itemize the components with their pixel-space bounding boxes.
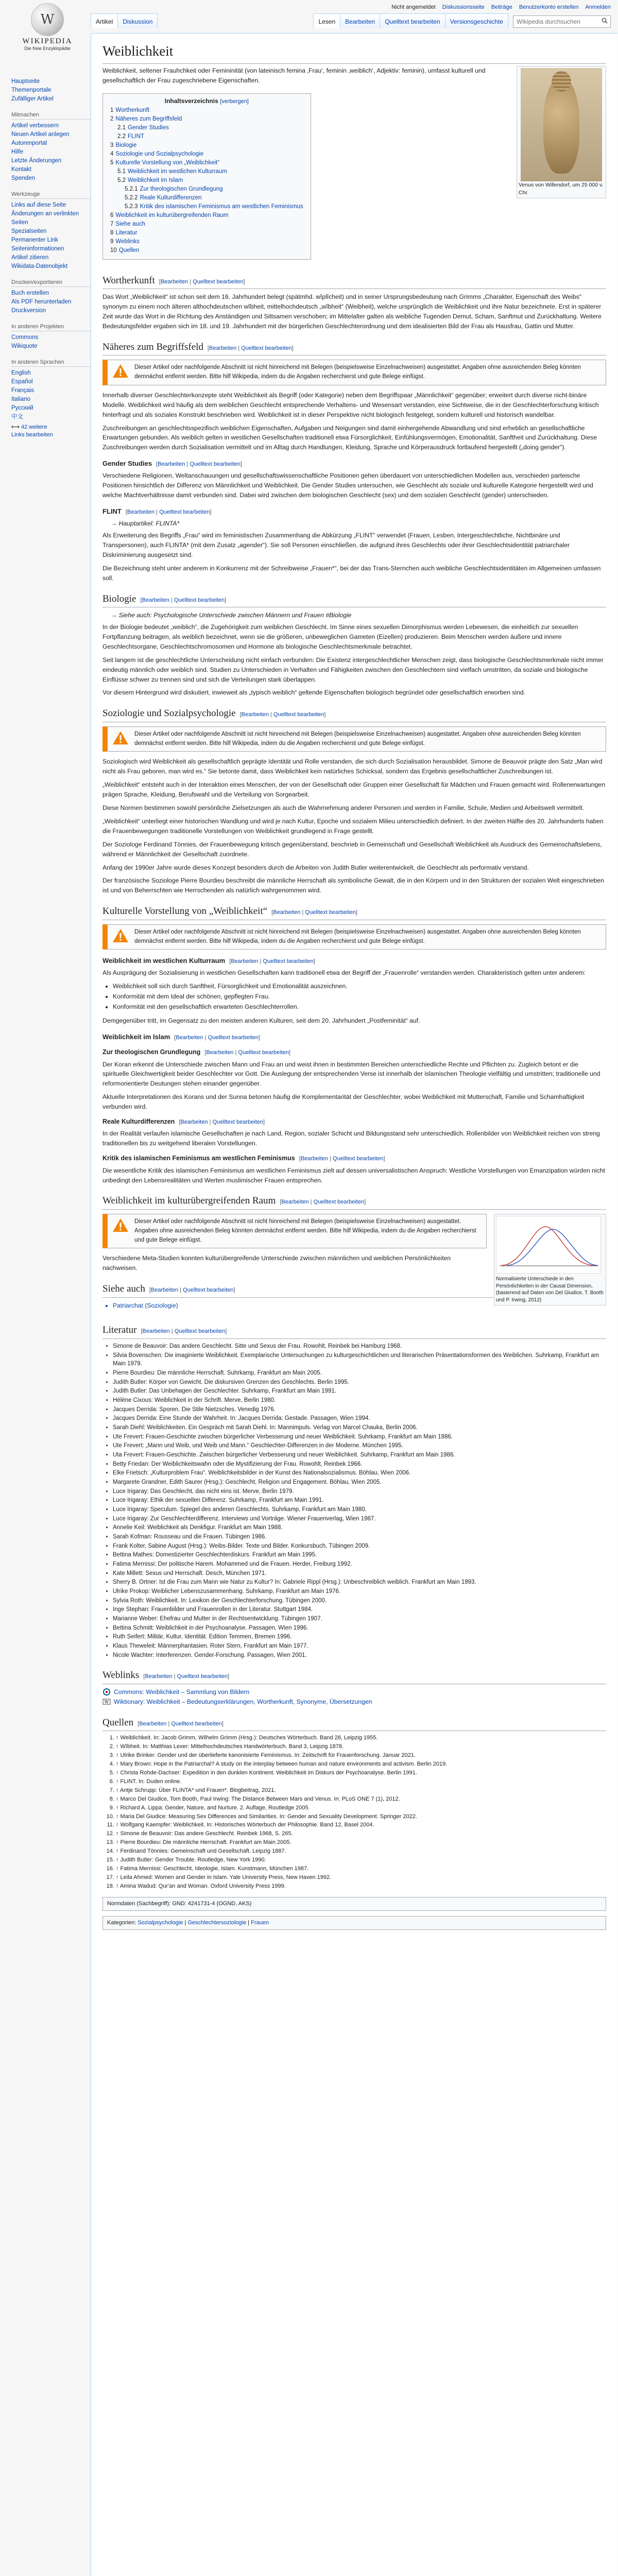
toc-item[interactable] <box>110 246 303 255</box>
edit-source-link[interactable]: Quelltext bearbeiten <box>174 597 225 603</box>
tab-edit[interactable]: Bearbeiten <box>340 13 380 28</box>
paragraph: In der Realität verlaufen islamische Gesellschaften je nach Land, Region, sozialer Schicht und Bildungsstand sehr unterschiedlich. Rollenbilder von Weiblichkeit reichen von streng traditionellen bis zu weitgehend liberalen Vorstellungen. <box>102 1130 600 1147</box>
search-icon[interactable] <box>602 18 608 24</box>
sidebar-print <box>0 279 91 319</box>
language-count-button[interactable] <box>11 423 91 430</box>
toc-label: Gender Studies <box>128 124 169 131</box>
warning-icon <box>112 363 129 379</box>
edit-section-link[interactable]: Bearbeiten <box>176 1035 203 1041</box>
toc-item[interactable] <box>110 220 303 229</box>
heading-soziologie: Soziologie und Sozialpsychologie [Bearbeiten | Quelltext bearbeiten] <box>102 706 606 722</box>
heading-quellen: Quellen [Bearbeiten | Quelltext bearbeiten] <box>102 1715 606 1731</box>
toc-title: Inhaltsverzeichnis [verbergen] <box>164 97 249 105</box>
edit-section-link[interactable]: Bearbeiten <box>127 509 155 516</box>
sidebar-item[interactable]: Commons <box>11 334 39 341</box>
tab-history[interactable]: Versionsgeschichte <box>445 13 508 28</box>
toc-label: Literatur <box>115 229 138 236</box>
reference-item: 15. ↑ Judith Butler: Gender Trouble. Routledge, New York 1990. <box>116 1856 606 1865</box>
toc-label: Kritik des islamischen Feminismus am westlichen Feminismus <box>140 203 303 210</box>
reference-item: 10. ↑ Maria Del Giudice: Measuring Sex Differences and Similarities. In: Gender and Sexuality Development. Springer 2022. <box>116 1813 606 1821</box>
paragraph: „Weiblichkeit“ entsteht auch in der Interaktion eines Menschen, der von der Gesellschaft oder Gruppen einer Gesellschaft für Mädchen und Frauen gemacht wird. Rollenerwartungen prägen Sprache, Kleidung, Berufswahl und die Verteilung von Sorgearbeit. <box>102 781 605 799</box>
reference-item: 12. ↑ Simone de Beauvoir: Das andere Geschlecht. Reinbek 1968, S. 265. <box>116 1830 606 1838</box>
sidebar-item[interactable]: Permanenter Link <box>11 237 58 243</box>
literature-item: • Frank Kolter, Sabine August (Hrsg.): Weibs-Bilder. Texte und Bilder. Konkursbuch, Tübingen 2009. <box>113 1542 606 1551</box>
toc-item[interactable] <box>110 159 303 167</box>
talk-link[interactable]: Diskussionsseite <box>442 4 485 10</box>
toc-label: Biologie <box>115 142 137 148</box>
image-caption: Normalisierte Unterschiede in den Persönlichkeiten in der Causal Dimension, (basierend auf Daten von Del Giudice, T. Booth und P. Irwing, 2012) <box>496 1276 604 1303</box>
literature-item: • Ute Frevert: „Mann und Weib, und Weib und Mann.“ Geschlechter-Differenzen in der Moderne. München 1995. <box>113 1442 606 1450</box>
heading-islam: Weiblichkeit im Islam [Bearbeiten | Quelltext bearbeiten] <box>102 1033 261 1041</box>
not-logged-in-text: Nicht angemeldet <box>391 4 436 10</box>
citation-needed-notice <box>102 726 606 752</box>
literature-item: • Jacques Derrida: Eine Stunde der Wahrheit. In: Jacques Derrida: Gestade. Passagen, Wien 1994. <box>113 1414 606 1423</box>
create-account-link[interactable]: Benutzerkonto erstellen <box>519 4 579 10</box>
literature-item: • Luce Irigaray: Das Geschlecht, das nicht eins ist. Merve, Berlin 1979. <box>113 1487 606 1496</box>
edit-source-link[interactable]: Quelltext bearbeiten <box>190 461 241 468</box>
toc-number: 5.2 <box>117 177 126 183</box>
namespace-tabs <box>91 13 157 28</box>
literature-item: • Bettina Schmitt: Weiblichkeit in der Psychoanalyse. Passagen, Wien 1996. <box>113 1624 606 1633</box>
edit-source-link[interactable]: Quelltext bearbeiten <box>333 1156 384 1162</box>
tab-article[interactable]: Artikel <box>91 13 118 28</box>
toc-number: 5.2.3 <box>125 203 138 210</box>
toc-number: 10 <box>110 247 117 253</box>
literature-item: • Sarah Kofman: Rousseau und die Frauen. Tübingen 1986. <box>113 1533 606 1541</box>
portlet-heading: Mitmachen <box>11 112 91 120</box>
sidebar-item-zufall[interactable]: Zufälliger Artikel <box>11 96 54 102</box>
paragraph: Zuschreibungen an geschlechtsspezifisch weiblichen Eigenschaften, Aufgaben und Neigungen sind damit einhergehende Abwandlung und sind erheblich an gesellschaftliche Erwartungen gebunden. Als weiblich gelten in westlichen Gesellschaften traditionell etwa Fürsorglichkeit, Einfühlungsvermögen, Emotionalität, Sanftheit und Zurückhaltung. Diese Zuschreibungen werden durch Sozialisation vermittelt und im Alltag durch Handlungen, Kleidung, Sprache und Körperausdruck fortlaufend hergestellt („doing gender“). <box>102 424 597 451</box>
personality-chart-thumbnail[interactable] <box>494 1214 606 1306</box>
venus-statue-image[interactable] <box>521 68 602 181</box>
portlet-heading: Werkzeuge <box>11 191 91 199</box>
heading-biologie: Biologie [Bearbeiten | Quelltext bearbeiten] <box>102 591 606 607</box>
edit-section-link[interactable]: Bearbeiten <box>139 1720 167 1727</box>
edit-section-link[interactable]: Bearbeiten <box>158 461 185 468</box>
toc-item[interactable] <box>110 141 303 150</box>
toc-label: Wortherkunft <box>115 107 150 113</box>
paragraph: Anfang der 1990er Jahre wurde dieses Konzept besonders durch die Arbeiten von Judith Butler weiterentwickelt, die Geschlecht als performativ verstand. <box>102 863 529 871</box>
reference-item: 3. ↑ Ulrike Brinker: Gender und der überlieferte kanonisierte Feminismus. In: Zeitschrift für Frauenforschung. Januar 2021. <box>116 1752 606 1760</box>
edit-source-link[interactable]: Quelltext bearbeiten <box>305 909 356 916</box>
language-count: 42 weitere <box>21 424 47 430</box>
literature-item: • Margarete Grandner, Edith Saurer (Hrsg.): Geschlecht, Religion und Engagement. Böhlau, Wien 2005. <box>113 1478 606 1487</box>
edit-section-link[interactable]: Bearbeiten <box>300 1156 329 1162</box>
sidebar-item-hauptseite[interactable]: Hauptseite <box>11 78 40 84</box>
sidebar-item[interactable]: Neuen Artikel anlegen <box>11 131 70 138</box>
edit-source-link[interactable]: Quelltext bearbeiten <box>263 958 314 965</box>
language-link[interactable]: Français <box>11 387 35 394</box>
sidebar-item[interactable]: Hilfe <box>11 149 24 155</box>
sidebar-mitmachen <box>0 112 91 187</box>
edit-section-link[interactable]: Bearbeiten <box>209 345 237 351</box>
literature-item: • Kate Millett: Sexus und Herrschaft. Desch, München 1971. <box>113 1569 606 1578</box>
toc-item[interactable] <box>110 238 303 246</box>
logo-wordmark: WIKIPEDIA <box>22 37 73 45</box>
literature-item: • Sylvia Roth: Weiblichkeit. In: Lexikon der Geschlechterforschung. Tübingen 2000. <box>113 1597 606 1605</box>
edit-source-link[interactable]: Quelltext bearbeiten <box>212 1119 264 1126</box>
paragraph: Verschiedene Religionen, Weltanschauungen und gesellschaftswissenschaftliche Positionen gehen überdauert von unterschiedlichen Modellen aus, verschieden parteische Positionen hinsichtlich der Differenz von Männlichkeit und Weiblichkeit. Die Gender Studies untersuchen, wie Geschlecht als soziale und kulturelle Kategorie hergestellt wird und welche Machtverhältnisse damit verbunden sind. Dabei wird zwischen dem biologischen Geschlecht (sex) und dem sozialen Geschlecht (gender) unterschieden. <box>102 472 593 499</box>
sidebar-item[interactable]: Änderungen an verlinkten Seiten <box>11 211 79 226</box>
toc-item[interactable] <box>117 132 303 141</box>
toc-number: 5 <box>110 159 114 166</box>
toc-number: 1 <box>110 107 114 113</box>
portlet-heading: Drucken/exportieren <box>11 279 91 287</box>
infobox-image <box>517 66 606 198</box>
literature-item: • Luce Irigaray: Ethik der sexuellen Differenz. Suhrkamp, Frankfurt am Main 1991. <box>113 1496 606 1505</box>
sidebar-languages <box>0 359 91 442</box>
edit-section-link[interactable]: Bearbeiten <box>206 1049 234 1056</box>
toc-label: Weiblichkeit im kulturübergreifenden Raum <box>115 212 229 218</box>
edit-source-link[interactable]: Quelltext bearbeiten <box>193 278 244 285</box>
edit-source-link[interactable]: Quelltext bearbeiten <box>159 509 210 516</box>
edit-source-link[interactable]: Quelltext bearbeiten <box>313 1199 365 1206</box>
citation-needed-notice <box>102 360 606 385</box>
toc-item[interactable] <box>110 150 303 159</box>
paragraph: Seit langem ist die geschlechtliche Unterscheidung nicht einfach verbunden: Die Existenz intergeschlechtlicher Menschen zeigt, dass biologische Geschlechtsmerkmale nicht immer eindeutig männlich oder weiblich sind. Studien zu Unterschieden in Verhalten und Fähigkeiten zwischen den Geschlechtern sind vielfach umstritten, da soziale und biologische Einflüsse schwer zu trennen sind und sich die Verteilungen stark überlappen. <box>102 656 604 683</box>
portlet-heading: In anderen Sprachen <box>11 359 91 367</box>
sidebar-item[interactable]: Spenden <box>11 175 36 181</box>
authority-control: Normdaten (Sachbegriff): GND: 4241731-4 (OGND, AKS) <box>102 1897 606 1911</box>
references-list <box>116 1734 606 1891</box>
article-content <box>91 33 617 2576</box>
toc-label: Zur theologischen Grundlegung <box>140 185 223 192</box>
notice-text: Dieser Artikel oder nachfolgende Abschnitt ist nicht hinreichend mit Belegen (beispielsweise Einzelnachweisen) ausgestattet. Angaben ohne ausreichenden Beleg könnten demnächst entfernt werden. Bitte hilf Wikipedia, indem du die Angaben recherchierst und gute Belege einfügst. <box>134 731 581 747</box>
heading-weblinks: Weblinks [Bearbeiten | Quelltext bearbeiten] <box>102 1668 606 1684</box>
literature-item: • Silvia Bovenschen: Die imaginierte Weiblichkeit. Exemplarische Untersuchungen zu kulturgeschichtlichen und literarischen Präsentationsformen des Weiblichen. Suhrkamp, Frankfurt am Main 1979. <box>113 1351 606 1368</box>
literature-item: • Luce Irigaray: Speculum. Spiegel des anderen Geschlechts. Suhrkamp, Frankfurt am Main 1980. <box>113 1505 606 1514</box>
view-tabs <box>313 13 508 28</box>
personal-tools <box>386 4 611 10</box>
literature-item: • Elke Frietsch: „Kulturproblem Frau“. Weiblichkeitsbilder in der Kunst des Nationalsozialismus. Böhlau, Wien 2006. <box>113 1469 606 1478</box>
citation-needed-notice <box>102 1214 487 1248</box>
literature-item: • Annelie Keil: Weiblichkeit als Denkfigur. Frankfurt am Main 1988. <box>113 1523 606 1532</box>
edit-section-link[interactable]: Bearbeiten <box>273 909 301 916</box>
sister-projects <box>102 1687 606 1707</box>
literature-item: • Fatima Mernissi: Der politische Harem. Mohammed und die Frauen. Herder, Freiburg 1992. <box>113 1560 606 1569</box>
toc-label: Quellen <box>118 247 140 253</box>
toc-item[interactable] <box>110 115 303 124</box>
edit-section-link[interactable]: Bearbeiten <box>241 711 269 718</box>
reference-item: 6. ↑ FLINT. In: Duden online. <box>116 1778 606 1786</box>
statue-head <box>552 71 571 92</box>
sidebar-navigation <box>0 77 91 108</box>
edit-section-link[interactable]: Bearbeiten <box>145 1673 173 1680</box>
edit-section-link[interactable]: Bearbeiten <box>180 1119 208 1126</box>
commons-logo-icon <box>102 1688 111 1696</box>
toc-number: 8 <box>110 229 114 236</box>
reference-item: 7. ↑ Antje Schrupp: Über FLINTA* und Frauen*. Blogbeitrag, 2021. <box>116 1787 606 1795</box>
toc-number: 3 <box>110 142 114 148</box>
toc-item[interactable] <box>125 185 303 194</box>
literature-item: • Marianne Weber: Ehefrau und Mutter in der Rechtsentwicklung. Tübingen 1907. <box>113 1615 606 1623</box>
toc-label: Siehe auch <box>115 221 145 227</box>
edit-source-link[interactable]: Quelltext bearbeiten <box>183 1287 234 1294</box>
toc-label: Reale Kulturdifferenzen <box>140 194 202 201</box>
paragraph: Soziologisch wird Weiblichkeit als gesellschaftlich geprägte Identität und Rolle verstanden, die sich durch Sozialisation herausbildet. Simone de Beauvoir prägte den Satz „Man wird nicht als Frau geboren, man wird es.“ Sie betonte damit, dass Weiblichkeit kein natürliches Schicksal, sondern das Ergebnis gesellschaftlicher Zuschreibungen ist. <box>102 758 603 775</box>
heading-flint: FLINT [Bearbeiten | Quelltext bearbeiten] <box>102 507 212 516</box>
toc-item[interactable] <box>117 167 303 176</box>
edit-source-link[interactable]: Quelltext bearbeiten <box>208 1035 259 1041</box>
literature-item: • Ulrike Prokop: Weiblicher Lebenszusammenhang. Suhrkamp, Frankfurt am Main 1976. <box>113 1587 606 1596</box>
sidebar-tools <box>0 191 91 275</box>
edit-section-link[interactable]: Bearbeiten <box>160 278 188 285</box>
paragraph: Der Koran erkennt die Unterschiede zwischen Mann und Frau an und weist ihnen in bestimmten Bereichen unterschiedliche Rechte und Pflichten zu. Zugleich betont er die spirituelle Gleichwertigkeit beider Geschlechter vor Gott. Die Auslegung der entsprechenden Verse ist innerhalb der islamischen Theologie vielfältig und umstritten; traditionelle und reformorientierte Deutungen stehen einander gegenüber. <box>102 1060 600 1088</box>
paragraph: Die wesentliche Kritik des islamischen Feminismus am westlichen Feminismus zielt auf dessen universalistischen Anspruch: Westliche Vorstellungen von Emanzipation würden nicht unbedingt den Lebensrealitäten und Werten muslimischer Frauen entsprechen. <box>102 1166 605 1184</box>
notice-text: Dieser Artikel oder nachfolgende Abschnitt ist nicht hinreichend mit Belegen (beispielsweise Einzelnachweisen) ausgestattet. Angaben ohne ausreichenden Beleg könnten demnächst entfernt werden. Bitte hilf Wikipedia, indem du die Angaben recherchierst und gute Belege einfügst. <box>134 1218 476 1243</box>
toc-number: 5.2.1 <box>125 185 138 192</box>
heading-westlich: Weiblichkeit im westlichen Kulturraum [Bearbeiten | Quelltext bearbeiten] <box>102 957 315 965</box>
reference-item: 9. ↑ Richard A. Lippa: Gender, Nature, and Nurture. 2. Auflage, Routledge 2005. <box>116 1804 606 1812</box>
contributions-link[interactable]: Beiträge <box>491 4 512 10</box>
paragraph: In der Biologie bedeutet „weiblich“, die Zugehörigkeit zum weiblichen Geschlecht. Im Sinne eines sexuellen Dimorphismus werden Lebewesen, die einheitlich zur sexuellen Fortpflanzung beitragen, als weiblich bezeichnet, wenn sie die größeren, unbeweglichen Gameten (Eizellen) produzieren. Beim Menschen werden äußere und innere Geschlechtsorgane, Geschlechtschromosomen und Hormone als biologische Geschlechtsmerkmale betrachtet. <box>102 623 578 650</box>
sidebar-item[interactable]: Autorenportal <box>11 140 47 146</box>
literature-item: • Ute Frevert: Frauen-Geschichte zwischen bürgerlicher Verbesserung und neuer Weiblichkeit. Suhrkamp, Frankfurt am Main 1986. <box>113 1433 606 1442</box>
language-link[interactable]: Español <box>11 379 33 385</box>
wiktionary-link[interactable]: Wiktionary: Weiblichkeit – Bedeutungserklärungen, Wortherkunft, Synonyme, Übersetzungen <box>114 1698 372 1705</box>
toc-item[interactable] <box>110 229 303 238</box>
paragraph: „Weiblichkeit“ unterliegt einer historischen Wandlung und wird je nach Kultur, Epoche und sozialem Milieu unterschiedlich definiert. In der zweiten Hälfte des 20. Jahrhunderts haben die Frauenbewegungen traditionelle Vorstellungen von Weiblichkeit grundlegend in Frage gestellt. <box>102 817 604 835</box>
toc-item[interactable] <box>110 211 303 220</box>
see-also-hatnote[interactable]: → Siehe auch: Psychologische Unterschiede zwischen Männern und Frauen #Biologie <box>111 612 352 619</box>
heading-begriffsfeld: Näheres zum Begriffsfeld [Bearbeiten | Quelltext bearbeiten] <box>102 340 606 355</box>
reference-item: 18. ↑ Amina Wadud: Qur'an and Woman. Oxford University Press 1999. <box>116 1883 606 1891</box>
svg-text:W: W <box>104 1700 109 1705</box>
commons-link-row[interactable] <box>102 1687 606 1697</box>
paragraph: Diese Normen bestimmen sowohl persönliche Zielsetzungen als auch die Wahrnehmung anderer Personen und werden in Familie, Schule, Medien und Arbeitswelt vermittelt. <box>102 804 585 812</box>
tab-talk[interactable]: Diskussion <box>117 13 158 28</box>
tab-read[interactable]: Lesen <box>313 13 340 28</box>
toc-number: 5.1 <box>117 168 126 175</box>
sidebar-projects <box>0 324 91 355</box>
literature-item: • Sherry B. Ortner: Ist die Frau zum Mann wie Natur zu Kultur? In: Gabriele Rippl (Hrsg.): Unbeschreiblich weiblich. Frankfurt am Main 1993. <box>113 1578 606 1587</box>
edit-source-link[interactable]: Quelltext bearbeiten <box>177 1673 228 1680</box>
toc-item[interactable] <box>117 124 303 132</box>
literature-item: • Bettina Mathes: Domestizierter Geschlechterdiskurs. Frankfurt am Main 1995. <box>113 1551 606 1560</box>
toc-item[interactable] <box>117 176 303 185</box>
reference-item: 1. ↑ Weiblichkeit. In: Jacob Grimm, Wilhelm Grimm (Hrsg.): Deutsches Wörterbuch. Band 28, Leipzig 1955. <box>116 1734 606 1742</box>
wiktionary-logo-icon <box>102 1698 111 1706</box>
edit-section-link[interactable]: Bearbeiten <box>142 1328 170 1335</box>
literature-item: • Ruth Seifert: Militär, Kultur, Identität. Edition Temmen, Bremen 1996. <box>113 1633 606 1641</box>
heading-theologie: Zur theologischen Grundlegung [Bearbeiten | Quelltext bearbeiten] <box>102 1048 291 1056</box>
toc-number: 9 <box>110 238 114 245</box>
sidebar-item[interactable]: Spezialseiten <box>11 228 47 234</box>
literature-item: • Simone de Beauvoir: Das andere Geschlecht. Sitte und Sexus der Frau. Rowohlt, Reinbek bei Hamburg 1968. <box>113 1342 606 1351</box>
warning-icon <box>112 1217 129 1233</box>
bullet-list <box>113 981 606 1012</box>
sidebar-item[interactable]: Letzte Änderungen <box>11 158 62 164</box>
citation-needed-notice <box>102 924 606 950</box>
sidebar-item[interactable]: Seiteninformationen <box>11 246 64 252</box>
edit-source-link[interactable]: Quelltext bearbeiten <box>273 711 324 718</box>
paragraph: Innerhalb diverser Geschlechterkonzepte steht Weiblichkeit als Begriff (oder Kategorie) neben dem Begriffspaar „Männlichkeit“ gegenüber; erweitert durch diverse nicht-binäre Modelle. Weiblichkeit wird häufig als dem weiblichen Geschlecht entsprechende Verhaltens- und Wesensart verstanden, eine Sichtweise, die in der Geschlechterforschung kritisch hinterfragt und als soziales Konstrukt beschrieben wird. Weiblichkeit ist in dieser Perspektive nicht biologisch festgelegt, sondern kulturell und historisch wandelbar. <box>102 391 599 418</box>
category-links: Kategorien: Sozialpsychologie | Geschlechtersoziologie | Frauen <box>102 1916 606 1930</box>
literature-item: • Hélène Cixous: Weiblichkeit in der Schrift. Merve, Berlin 1980. <box>113 1396 606 1405</box>
toc-number: 2 <box>110 115 114 122</box>
toc-item[interactable] <box>110 106 303 115</box>
reference-item: 14. ↑ Ferdinand Tönnies: Gemeinschaft und Gesellschaft. Leipzig 1887. <box>116 1848 606 1856</box>
language-link[interactable]: Italiano <box>11 396 31 402</box>
toc-label: Weiblichkeit im westlichen Kulturraum <box>128 168 227 175</box>
warning-icon <box>112 730 129 745</box>
category-link[interactable]: Frauen <box>251 1920 269 1926</box>
edit-links-link[interactable]: Links bearbeiten <box>11 432 53 438</box>
category-link[interactable]: Geschlechtersoziologie <box>187 1920 247 1926</box>
sidebar-item[interactable]: Wikidata-Datenobjekt <box>11 263 68 269</box>
main-article-hatnote[interactable]: → Hauptartikel: FLINTA* <box>111 520 180 528</box>
edit-section-link[interactable]: Bearbeiten <box>150 1287 179 1294</box>
intro-paragraph: Weiblichkeit, seltener Frauhchkeit oder Femininität (von lateinisch femina ‚Frau‘, feminin ‚weiblich‘, Adjektiv: feminin), umfasst kulturell und gesellschaftlich der Frau zugeschriebene Eigenschaften. <box>102 66 486 84</box>
reference-item: 2. ↑ Wîbheit. In: Matthias Lexer: Mittelhochdeutsches Handwörterbuch. Band 3, Leipzig 1878. <box>116 1743 606 1751</box>
list-item: • Konformität mit den gesellschaftlich erwarteten Geschlechterrollen. <box>113 1002 606 1012</box>
language-link[interactable]: Русский <box>11 405 33 411</box>
search-input[interactable] <box>513 15 611 28</box>
commons-link[interactable]: Commons: Weiblichkeit – Sammlung von Bildern <box>114 1688 250 1696</box>
toc-list <box>110 106 303 255</box>
heading-reale: Reale Kulturdifferenzen [Bearbeiten | Quelltext bearbeiten] <box>102 1118 265 1126</box>
sidebar-item[interactable]: Druckversion <box>11 308 46 314</box>
heading-literatur: Literatur [Bearbeiten | Quelltext bearbeiten] <box>102 1323 606 1338</box>
toc-item[interactable] <box>125 194 303 202</box>
toc-number: 7 <box>110 221 114 227</box>
heading-kritik: Kritik des islamischen Feminismus am westlichen Feminismus [Bearbeiten | Quelltext bearbeiten] <box>102 1155 385 1162</box>
edit-source-link[interactable]: Quelltext bearbeiten <box>171 1720 222 1727</box>
reference-item: 5. ↑ Christa Rohde-Dachser: Expedition in den dunklen Kontinent. Weiblichkeit im Diskurs der Psychoanalyse. Berlin 1991. <box>116 1769 606 1777</box>
sidebar-item[interactable]: Buch erstellen <box>11 290 49 296</box>
reference-item: 8. ↑ Marco Del Giudice, Tom Booth, Paul Irwing: The Distance Between Mars and Venus. In: PLoS ONE 7 (1), 2012. <box>116 1795 606 1804</box>
toc-number: 2.1 <box>117 124 126 131</box>
literature-list <box>113 1342 606 1660</box>
literature-item: • Luce Irigaray: Zur Geschlechterdifferenz. Interviews und Vorträge. Wiener Frauenverlag, Wien 1987. <box>113 1515 606 1523</box>
paragraph: Demgegenüber tritt, im Gegensatz zu den meisten anderen Kulturen, seit dem 20. Jahrhundert „Postfeminität“ auf. <box>102 1017 420 1025</box>
sidebar <box>0 77 91 442</box>
sidebar-item[interactable]: Kontakt <box>11 166 31 173</box>
literature-item: • Nicole Wachter: Interferenzen. Gender-Forschung. Passagen, Wien 2001. <box>113 1651 606 1660</box>
edit-source-link[interactable]: Quelltext bearbeiten <box>241 345 292 351</box>
edit-section-link[interactable]: Bearbeiten <box>281 1199 309 1206</box>
paragraph: Der Soziologe Ferdinand Tönnies, der Frauenbewegung kritisch gegenüberstand, beschrieb in Gemeinschaft und Gesellschaft Weiblichkeit als Ausdruck des Gemeinschaftslebens, während er Männlichkeit der Gesellschaft zuordnete. <box>102 840 602 858</box>
toc-label: Weiblichkeit im Islam <box>128 177 183 183</box>
notice-text: Dieser Artikel oder nachfolgende Abschnitt ist nicht hinreichend mit Belegen (beispielsweise Einzelnachweisen) ausgestattet. Angaben ohne ausreichenden Beleg könnten demnächst entfernt werden. Bitte hilf Wikipedia, indem du die Angaben recherchierst und gute Belege einfügst. <box>134 928 581 944</box>
paragraph: Der französische Soziologe Pierre Bourdieu beschreibt die männliche Herrschaft als symbolische Gewalt, die in den Körpern und in den Strukturen der sozialen Welt eingeschrieben ist und von Beherrschten wie Herrschenden als natürlich wahrgenommen wird. <box>102 877 604 894</box>
heading-siehe-auch: Siehe auch [Bearbeiten | Quelltext bearbeiten] <box>102 1281 606 1297</box>
paragraph: Als Ausprägung der Sozialisierung in westlichen Gesellschaften kann traditionell etwa der Begriff der „Frauenrolle“ verstanden werden. Charakteristisch gelten unter anderem: <box>102 969 586 977</box>
paragraph: Das Wort „Weiblichkeit“ ist schon seit dem 16. Jahrhundert belegt (spätmhd. wîplîcheit) und in seiner Ursprungsbedeutung nach Grimms „Charakter, Eigenschaft des Weibs“ synonym zu einem noch älteren althochdeutschen wîbheit, mittelhochdeutsch „wîbheit“ (Weibheit), welche ursprünglich die Weiblichkeit und ihre Natur bezeichnete. Erst in späterer Zeit wurde das Wort in die Richtung des Anständigen und Sittsamen verschoben; im Mittelalter galten als weibliche Tugenden Demut, Scham, Sanftmut und Zurückhaltung. Weitere Bedeutungsfelder ergaben sich im 18. und 19. Jahrhundert mit der bürgerlichen Geschlechterordnung und dem idealisierten Bild der Frau als Hausfrau, Gattin und Mutter. <box>102 293 602 330</box>
list-item: • Weiblichkeit soll sich durch Sanftheit, Fürsorglichkeit und Emotionalität auszeichnen. <box>113 981 606 991</box>
literature-item: • Judith Butler: Das Unbehagen der Geschlechter. Suhrkamp, Frankfurt am Main 1991. <box>113 1387 606 1396</box>
heading-kultur: Kulturelle Vorstellung von „Weiblichkeit“ [Bearbeiten | Quelltext bearbeiten] <box>102 904 606 920</box>
literature-item: • Betty Friedan: Der Weiblichkeitswahn oder die Mystifizierung der Frau. Rowohlt, Reinbek 1966. <box>113 1460 606 1469</box>
heading-gender-studies: Gender Studies [Bearbeiten | Quelltext bearbeiten] <box>102 460 242 468</box>
top-bar <box>0 0 618 33</box>
sidebar-item[interactable]: Wikiquote <box>11 343 38 349</box>
paragraph: Als Erweiterung des Begriffs „Frau“ wird im feministischen Zusammenhang die Abkürzung „FLINT“ verwendet (Frauen, Lesben, Intergeschlechtliche, Nichtbinäre und Transpersonen), auch FLINTA* (mit dem Zusatz „agender“). Sie soll Personen einschließen, die aufgrund ihres Geschlechts oder ihrer Geschlechtsidentität patriarchaler Diskriminierung ausgesetzt sind. <box>102 532 570 558</box>
personality-chart-image <box>496 1216 601 1274</box>
image-caption: Venus von Willendorf, um 25 000 v. Chr. <box>519 181 604 196</box>
literature-item: • Jacques Derrida: Sporen. Die Stile Nietzsches. Venedig 1976. <box>113 1405 606 1414</box>
edit-source-link[interactable]: Quelltext bearbeiten <box>174 1328 226 1335</box>
reference-item: 4. ↑ Mary Brown: Hope in the Patriarchal? A study on the interplay between human and nature environments and activism. Berlin 2019. <box>116 1760 606 1769</box>
toc-toggle[interactable]: [verbergen] <box>220 98 249 105</box>
toc-label: Soziologie und Sozialpsychologie <box>115 150 204 157</box>
toc-label: Kulturelle Vorstellung von „Weiblichkeit“ <box>115 159 220 166</box>
edit-section-link[interactable]: Bearbeiten <box>231 958 259 965</box>
page-title: Weiblichkeit <box>102 41 606 64</box>
statue-body <box>543 78 579 174</box>
reference-item: 16. ↑ Fatima Mernissi: Geschlecht, Ideologie, Islam. Kunstmann, München 1987. <box>116 1865 606 1873</box>
literature-item: • Pierre Bourdieu: Die männliche Herrschaft. Suhrkamp, Frankfurt am Main 2005. <box>113 1369 606 1378</box>
reference-item: 13. ↑ Pierre Bourdieu: Die männliche Herrschaft. Frankfurt am Main 2005. <box>116 1839 606 1847</box>
puzzle-globe-icon: W <box>31 3 64 36</box>
login-link[interactable]: Anmelden <box>585 4 611 10</box>
see-also-link[interactable]: • Patriarchat (Soziologie) <box>113 1301 606 1311</box>
toc-number: 2.2 <box>117 133 126 140</box>
paragraph: Vor diesem Hintergrund wird diskutiert, inwieweit als „typisch weiblich“ geltende Eigenschaften biologisch begründet oder gesellschaftlich erworben sind. <box>102 689 526 697</box>
logo-tagline: Die freie Enzyklopädie <box>24 46 71 51</box>
toc-item[interactable] <box>125 202 303 211</box>
language-link[interactable]: English <box>11 370 31 376</box>
sidebar-item[interactable]: Artikel zitieren <box>11 255 49 261</box>
edit-section-link[interactable]: Bearbeiten <box>142 597 169 603</box>
literature-item: • Sarah Diehl: Weiblichkeiten. Ein Gespräch mit Sarah Diehl. In: Mannimpuls. Verlag von Marcel Chauka, Berlin 2006. <box>113 1423 606 1432</box>
sidebar-item[interactable]: Als PDF herunterladen <box>11 299 72 305</box>
literature-item: • Inge Stephan: Frauenbilder und Frauenrollen in der Literatur. Stuttgart 1984. <box>113 1605 606 1614</box>
language-link[interactable]: 中文 <box>11 414 23 420</box>
wikipedia-logo[interactable] <box>11 3 83 51</box>
sidebar-item[interactable]: Artikel verbessern <box>11 123 59 129</box>
literature-item: • Klaus Theweleit: Männerphantasien. Roter Stern, Frankfurt am Main 1977. <box>113 1642 606 1651</box>
paragraph: Verschiedene Meta-Studien konnten kulturübergreifende Unterschiede zwischen männlichen und weiblichen Persönlichkeiten nachweisen. <box>102 1255 451 1272</box>
toc-number: 6 <box>110 212 114 218</box>
translate-icon: ⟷ <box>11 424 21 430</box>
wiktionary-link-row[interactable] <box>102 1697 606 1707</box>
toc-label: Weblinks <box>115 238 140 245</box>
table-of-contents <box>102 93 311 260</box>
toc-label: Näheres zum Begriffsfeld <box>115 115 182 122</box>
tab-edit-source[interactable]: Quelltext bearbeiten <box>380 13 445 28</box>
reference-item: 11. ↑ Wolfgang Kaempfer: Weiblichkeit. In: Historisches Wörterbuch der Philosophie. Band 12, Basel 2004. <box>116 1821 606 1829</box>
heading-kulturuebergreifend: Weiblichkeit im kulturübergreifenden Raum [Bearbeiten | Quelltext bearbeiten] <box>102 1193 606 1209</box>
literature-item: • Judith Butler: Körper von Gewicht. Die diskursiven Grenzen des Geschlechts. Berlin 1995. <box>113 1378 606 1387</box>
toc-number: 4 <box>110 150 114 157</box>
sidebar-item[interactable]: Links auf diese Seite <box>11 202 66 208</box>
category-link[interactable]: Sozialpsychologie <box>138 1920 183 1926</box>
toc-number: 5.2.2 <box>125 194 138 201</box>
notice-text: Dieser Artikel oder nachfolgende Abschnitt ist nicht hinreichend mit Belegen (beispielsweise Einzelnachweisen) ausgestattet. Angaben ohne ausreichenden Beleg könnten demnächst entfernt werden. Bitte hilf Wikipedia, indem du die Angaben recherchierst und gute Belege einfügst. <box>134 364 581 380</box>
edit-source-link[interactable]: Quelltext bearbeiten <box>238 1049 289 1056</box>
portlet-heading: In anderen Projekten <box>11 324 91 331</box>
paragraph: Aktuelle Interpretationen des Korans und der Sunna betonen häufig die Komplementarität der Geschlechter, wobei Weiblichkeit mit Mutterschaft, Familie und Schamhaftigkeit verbunden wird. <box>102 1093 585 1111</box>
category-label: Kategorien: <box>107 1920 136 1926</box>
reference-item: 17. ↑ Leila Ahmed: Women and Gender in Islam. Yale University Press, New Haven 1992. <box>116 1874 606 1882</box>
sidebar-item-themenportale[interactable]: Themenportale <box>11 87 52 93</box>
list-item: • Konformität mit dem Ideal der schönen, gepflegten Frau. <box>113 992 606 1002</box>
toc-label: FLINT <box>128 133 144 140</box>
paragraph: Die Bezeichnung steht unter anderem in Konkurrenz mit der Schreibweise „Frauen*“, bei der das Trans-Sternchen auch weibliche Geschlechtsidentitäten im Allgemeinen umfassen soll. <box>102 564 601 582</box>
literature-item: • Uta Frevert: Frauen-Geschichte. Zwischen bürgerlicher Verbesserung und neuer Weiblichkeit. Suhrkamp, Frankfurt am Main 1986. <box>113 1451 606 1460</box>
heading-wortherkunft: Wortherkunft [Bearbeiten | Quelltext bearbeiten] <box>102 273 606 289</box>
warning-icon <box>112 928 129 943</box>
